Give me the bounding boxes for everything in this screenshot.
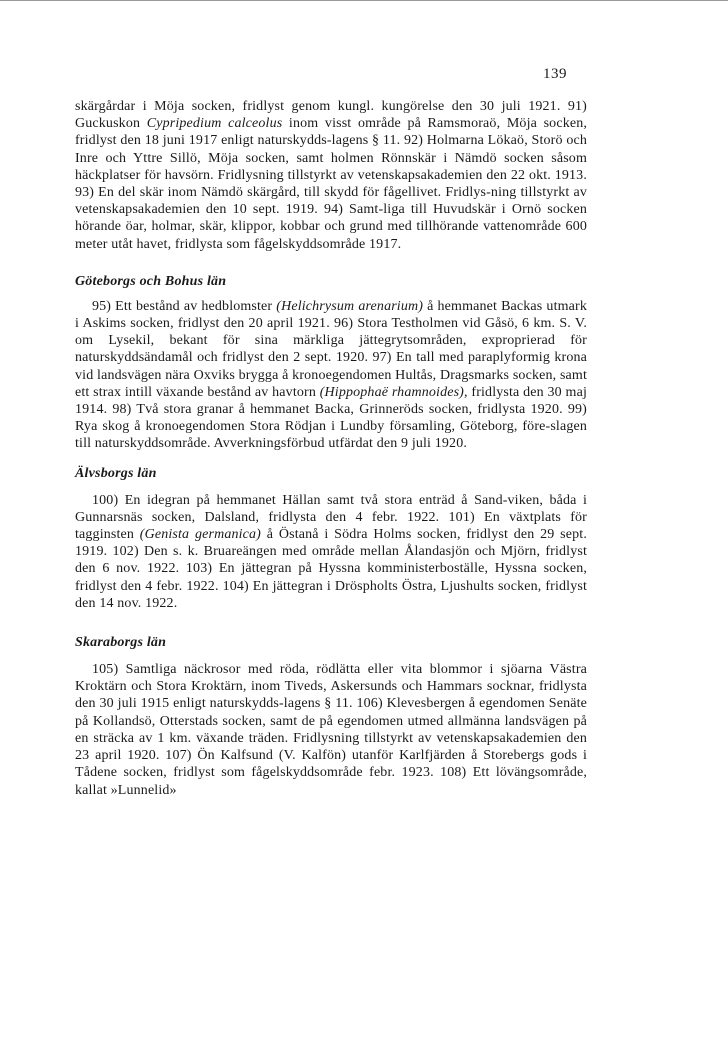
text-run: 100) En idegran på hemmanet Hällan samt två stora enträd å Sand-viken, båda i Gunnarsnäs socken, Dalsland, fridlysta den 4 febr. 1922. 101) En växtplats för tagginsten bbox=[75, 492, 587, 543]
text-run: skärgårdar i Möja socken, fridlyst genom kungl. kungörelse den 30 juli 1921. 91) Guckuskon bbox=[75, 99, 587, 132]
page-number: 139 bbox=[543, 66, 567, 82]
section-paragraph bbox=[75, 492, 587, 612]
text-run: 105) Samtliga näckrosor med röda, rödlätta eller vita blommor i sjöarna Västra Kroktärn och Stora Kroktärn, inom Tiveds, Askersunds och Hammars socknar, fridlysta den 30 juli 1915 enligt naturskydds-lagens § 11. 106) Klevesbergen å egendomen Senäte på Kollandsö, Otterstads socken, samt de på egendomen utmed allmänna landsvägen på en sträcka av 1 km. växande träden. Fridlysning tillstyrkt av vetenskapsakademien den 23 april 1920. 107) Ön Kalfsund (V. Kalfön) utanför Karlfjärden å Storebergs gods i Tådene socken, fridlyst som fågelskyddsområde febr. 1923. 108) Ett lövängsområde, kallat »Lunnelid» bbox=[75, 662, 587, 798]
species-name: Cypripedium calceolus bbox=[146, 116, 283, 132]
section-paragraph bbox=[75, 661, 587, 799]
section-heading-alvsborgs: Älvsborgs län bbox=[75, 465, 157, 481]
section-heading-skaraborgs: Skaraborgs län bbox=[75, 635, 167, 651]
text-run: 95) Ett bestånd av hedblomster bbox=[92, 298, 277, 314]
species-name: (Hippophaë rhamnoides) bbox=[319, 384, 464, 400]
section-paragraph bbox=[75, 98, 587, 253]
species-name: (Helichrysum arenarium) bbox=[276, 298, 424, 314]
section-heading-goteborgs-och-bohus: Göteborgs och Bohus län bbox=[75, 273, 227, 289]
text-run: , fridlysta den 30 maj 1914. 98) Två stora granar å hemmanet Backa, Grinneröds socken, fridlysta 1920. 99) Rya skog å kronoegendomen Stora Rödjan i Lundby församling, Göteborg, före-slagen till naturskyddsområde. Avverkningsförbud utfärdat den 9 juli 1920. bbox=[75, 384, 587, 452]
section-paragraph bbox=[75, 298, 587, 453]
species-name: (Genista germanica) bbox=[139, 527, 261, 543]
text-run: inom visst område på Ramsmoraö, Möja socken, fridlyst den 18 juni 1917 enligt naturskydds-lagens § 11. 92) Holmarna Lökaö, Storö och Inre och Yttre Sillö, Möja socken, samt holmen Rönnskär i Nämdö socken såsom häckplatser för havsörn. Fridlysning tillstyrkt av vetenskapsakademien den 22 okt. 1913. 93) En del skär inom Nämdö skärgård, till skydd för fågellivet. Fridlys-ning tillstyrkt av vetenskapsakademien den 10 sept. 1919. 94) Samt-liga till Huvudskär i Ornö socken hörande öar, holmar, skär, klippor, kobbar och grund med tillhörande vattenområde 600 meter utåt havet, fridlysta som fågelskyddsområde 1917. bbox=[75, 116, 588, 252]
body-text bbox=[75, 98, 587, 799]
text-run: å hemmanet Backas utmark i Askims socken, fridlyst den 20 april 1921. 96) Stora Testholmen vid Gåsö, 6 km. S. V. om Lysekil, bekant för sina märkliga jättegrytsområden, exproprierad för naturskyddsändamål och fridlyst den 2 sept. 1920. 97) En tall med paraplyformig krona vid landsvägen nära Oxviks brygga å kronoegendomen Hultås, Dragsmarks socken, samt ett strax intill växande bestånd av havtorn bbox=[75, 298, 587, 400]
text-run: å Östanå i Södra Holms socken, fridlyst den 29 sept. 1919. 102) Den s. k. Bruareängen med område mellan Ålandasjön och Mjörn, fridlyst den 6 nov. 1922. 103) En jättegran på Hyssna komministerboställe, Hyssna socken, fridlyst den 4 febr. 1922. 104) En jättegran i Dröspholts Östra, Ljushults socken, fridlyst den 14 nov. 1922. bbox=[75, 527, 587, 611]
page-top-edge bbox=[0, 0, 728, 1]
